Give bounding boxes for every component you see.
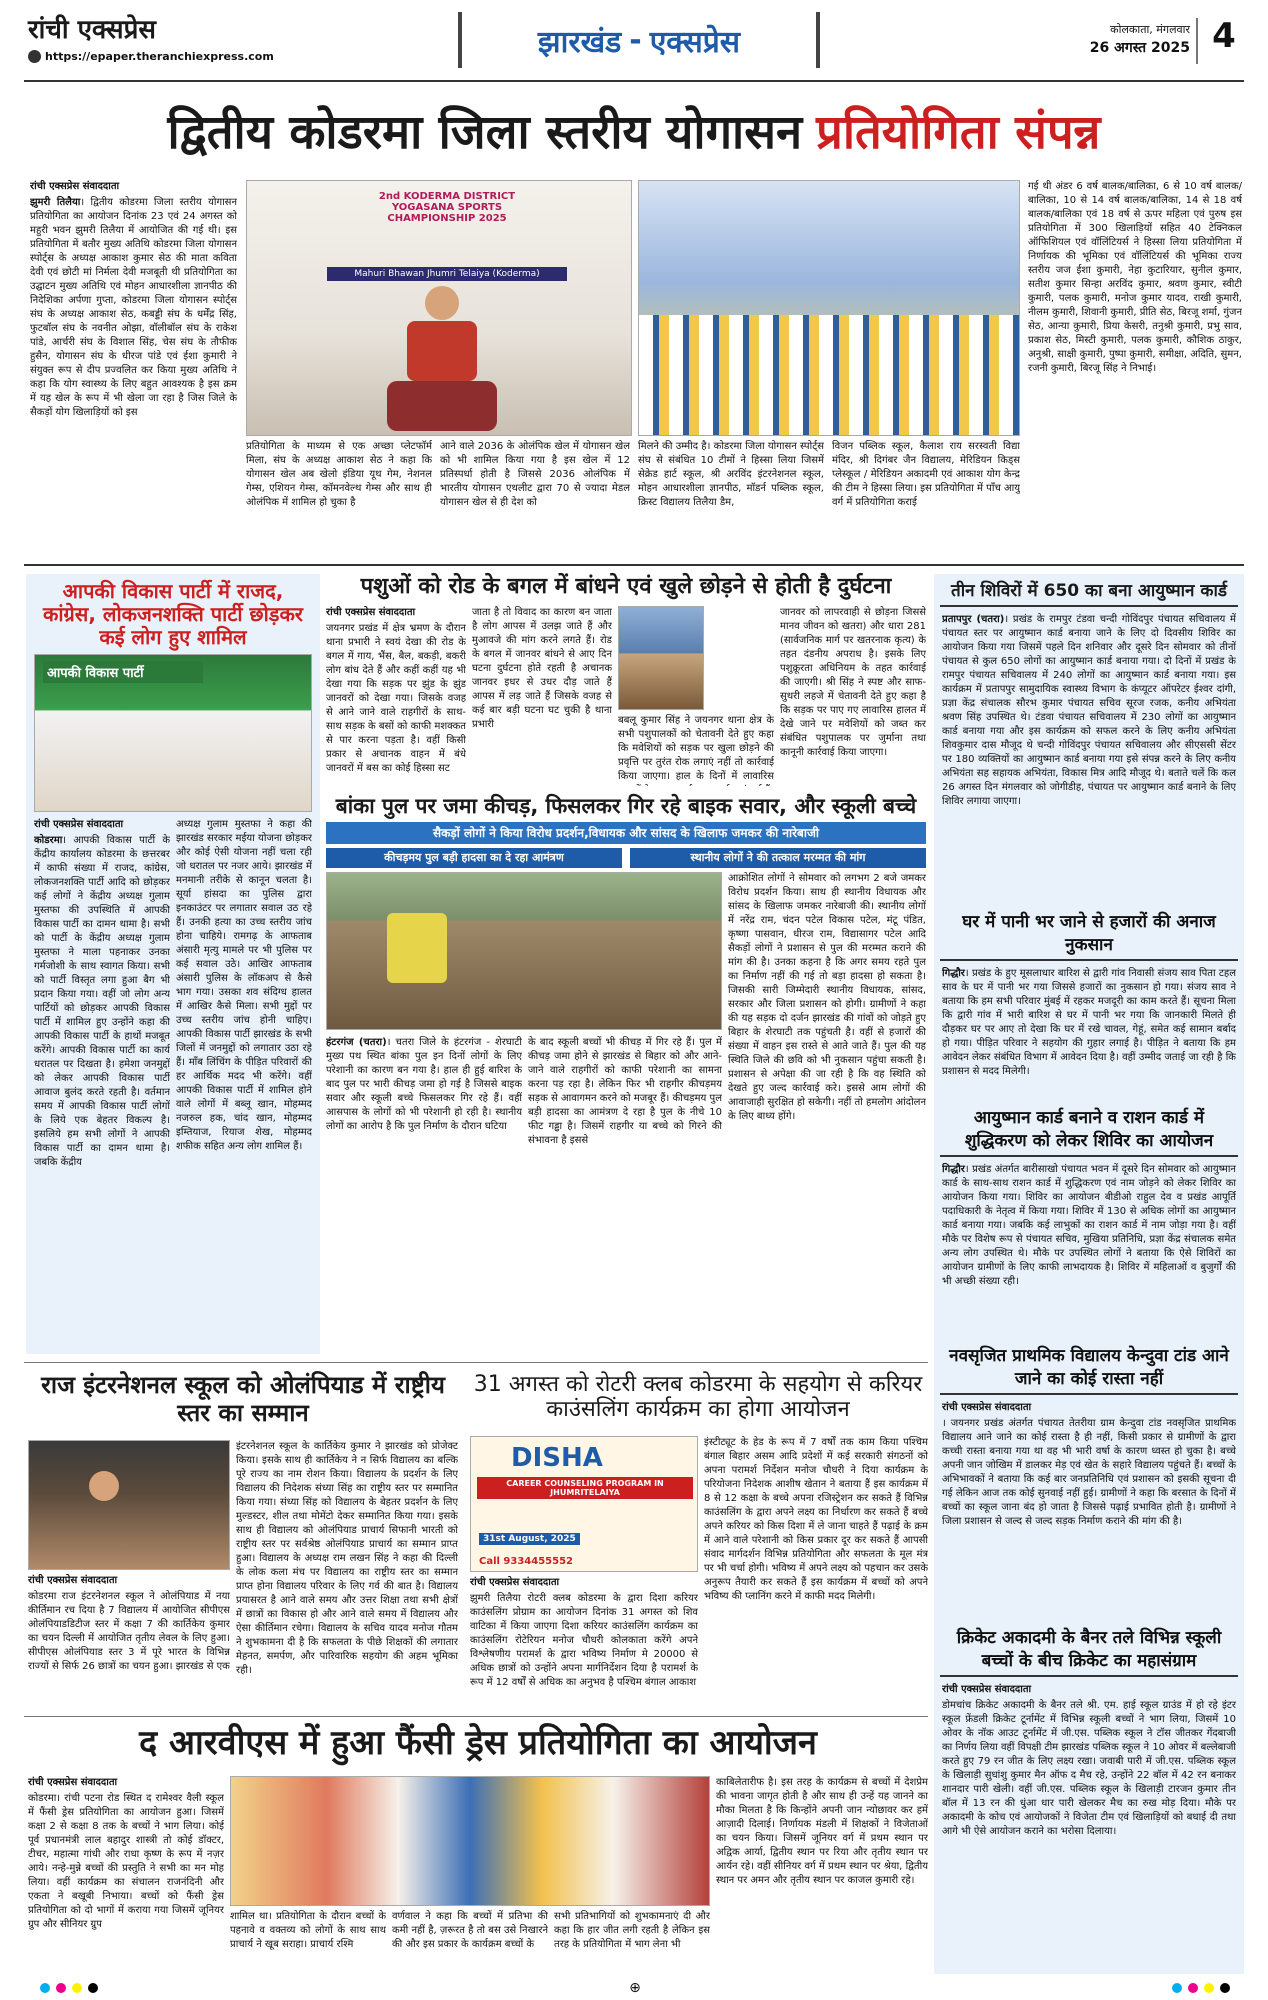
section-title-2: एक्सप्रेस (649, 24, 741, 60)
bridge-col3: आक्रोशित लोगों ने सोमवार को लगभग 2 बजे जमकर विरोध प्रदर्शन किया। साथ ही स्थानीय विधायक और सांसद के खिलाफ जमकर नारेबाजी की। स्थानीय लोगों में नरेंद्र राम, चंदन पटेल विकास पटेल, मंटू पंडित, कृष्णा पासवान, धीरज राम, विद्यासागर पटेल आदि सैकड़ों लोगों ने प्रशासन से पुल की मरम्मत कराने की मांग की है। उनका कहना है कि अगर समय रहते पुल का निर्माण नहीं की गई तो बड़ा हादसा हो सकता है। जिसकी सारी जिम्मेदारी स्थानीय विधायक, सांसद, सरकार और जिला प्रशासन को होगी। ग्रामीणों ने कहा की यह सड़क दो दर्जन झारखंड की गांवों को जोड़ते हुए बिहार के शेरघाटी तक पहुंचती है। वहीं से हजारों की संख्या में वाहन इस रास्ते से आते जाते हैं। पुल की यह स्थिति जिले की छवि को भी नुकसान पहुंचा सकती है। प्रशासन से अपेक्षा की जा रही है कि वह स्थिति को देखते हुए जल्द कार्रवाई करे। इससे आम लोगों की आवाजाही सुरक्षित हो सकेगी। नहीं तो हमलोग आंदोलन के लिए बाध्य होंगे। (728, 873, 926, 1122)
ration-card-text: । प्रखंड अंतर्गत बारीसाखो पंचायत भवन में दूसरे दिन सोमवार को आयुष्मान कार्ड के साथ-साथ राशन कार्ड में शुद्धिकरण एवं नाम जोड़ने को लेकर शिविर का आयोजन किया गया। शिविर का आयोजन बीडीओ राहुल देव व प्रखंड आपूर्ति पदाधिकारी के नेतृत्व में किया गया। शिविर में 130 से अधिक लोगों का आयुष्मान कार्ड बनाया गया। जबकि कई लाभुकों का राशन कार्ड में नाम जोड़ा गया है। वहीं मौके पर विशेष रूप से पंचायत सचिव, मुखिया प्रतिनिधि, प्रज्ञा केंद्र संचालक समेत अन्य लोग उपस्थित थे। मौके पर उपस्थित लोगों ने बताया कि ऐसे शिविरों का आयोजन ग्रामीणों के लिए काफी लाभदायक है। शिविर में महिलाओं व बुजुर्गों की भी अच्छी संख्या रही। (942, 1164, 1236, 1287)
ration-card-body (942, 1163, 1236, 1333)
fancy-dress-caption-1: शामिल था। प्रतियोगिता के दौरान बच्चों के पहनावे व वक्तव्य को लोगों के साथ साथ प्राचार्य ने खूब सराहा। प्राचार्य रश्मि (230, 1911, 386, 1950)
cricket-byline: रांची एक्सप्रेस संवाददाता (942, 1684, 1032, 1695)
cricket-headline: क्रिकेट अकादमी के बैनर तले विभिन्न स्कूली बच्चों के बीच क्रिकेट का महासंग्राम (940, 1621, 1238, 1677)
lead-body-right: गई थी अंडर 6 वर्ष बालक/बालिका, 6 से 10 वर्ष बालक/बालिका, 10 से 14 वर्ष बालक/बालिका, 14 से 18 वर्ष बालक/बालिका एवं 18 वर्ष से ऊपर महिला एवं पुरुष इस प्रतियोगिता में 300 खिलाड़ियों सहित 40 टेक्निकल ऑफिशियल एवं वॉलिंटियर्स ने हिस्सा लिया प्रतियोगिता में निर्णायक की भूमिका एवं वॉलिंटियर्स की भूमिका राज्य स्तरीय जज ईशा कुमारी, नेहा कुटारियार, सुनील कुमार, सतीश कुमार सिन्हा अरविंद कुमार, श्रवण कुमार, स्वीटी कुमारी, पलक कुमारी, मनोज कुमार यादव, राखी कुमारी, नीलम कुमारी, शिवानी कुमारी, प्रीति सेठ, बिरजू शर्मा, गुंजन सेठ, आन्या कुमारी, प्रिया केसरी, तनुश्री कुमारी, प्रभु साव, प्रकाश सेठ, मिस्टी कुमारी, पलक कुमारी, कौशिक ठाकुर, अनुश्री, साक्षी कुमारी, पुष्पा कुमारी, समीक्षा, अदिति, सुमन, रजनी कुमारी, बिरजू सिंह ने निभाई। (1028, 181, 1242, 374)
bridge-tag-1: कीचड़मय पुल बड़ी हादसा का दे रहा आमंत्रण (326, 848, 622, 868)
rjd-dateline: कोडरमा (34, 835, 63, 846)
animals-col1 (326, 606, 466, 786)
school-road-byline: रांची एक्सप्रेस संवाददाता (942, 1402, 1032, 1413)
city-day: कोलकाता, मंगलवार (1110, 23, 1190, 36)
print-color-bar (40, 1982, 1230, 1994)
paper-name: रांची एक्सप्रेस (28, 15, 157, 45)
rjd-col1-text: । आपकी विकास पार्टी के केंद्रीय कार्यालय कोडरमा के छत्तरबर में काफी संख्या में राजद, कांग्रेस, लोकजनशक्ति पार्टी आदि को छोड़कर कई लोगों ने केंद्रीय अध्यक्ष गुलाम मुस्तफा की उपस्थिति में आपकी विकास पार्टी का दामन थामा है। सभी को पार्टी के केंद्रीय अध्यक्ष गुलाम मुस्तफा ने माला पहनाकर उनका गर्मजोशी के साथ स्वागत किया। सभी को पार्टी विस्तृत लगा हुआ बैग भी प्रदान किया गया। वहीं जो लोग अन्य पार्टियों को छोड़कर आपकी विकास पार्टी में शामिल हुए उन्होंने कहा की आपकी विकास पार्टी के हाथों मजबूत करेंगे। आपकी विकास पार्टी का कार्य धरातल पर दिखता है। हमेशा जनमुद्दों को लेकर आपकी विकास पार्टी आवाज बुलंद करते रहती है। वर्तमान समय में आपकी विकास पार्टी लोगों के लिये एक बेहतर विकल्प है। इसलिये हम सभी लोगों ने आपकी विकास पार्टी का दामन थामा है। जबकि केंद्रीय (34, 835, 170, 1168)
rotary-headline: 31 अगस्त को रोटरी क्लब कोडरमा के सहयोग से करियर काउंसलिंग कार्यक्रम का होगा आयोजन (473, 1372, 923, 1423)
disha-poster (470, 1436, 698, 1572)
animals-col4: जानवर को लापरवाही से छोड़ना जिससे मानव जीवन को खतरा) और धारा 281 (सार्वजनिक मार्ग पर खतरनाक कृत्य) के तहत दंडनीय अपराध है। इसके लिए पशुक्रूरता अधिनियम के तहत कार्रवाई की जाएगी। श्री सिंह ने स्पष्ट और साफ-सुथरी लहजे में चेतावनी देते हुए कहा है कि सड़क पर पाए गए लावारिस हालत में देखे जाने पर मवेशियों को जब्त कर संबंधित पशुपालक पर जुर्माना तथा कानूनी कार्रवाई किया जाएगा। (780, 607, 926, 758)
rjd-photo (34, 654, 312, 812)
group-participants (639, 315, 1019, 435)
ayushman-camp-byline: प्रतापपुर (चतरा) (942, 614, 1005, 625)
bridge-tag-2: स्थानीय लोगों ने की तत्काल मरम्मत की मांग (630, 848, 926, 868)
rotary-col1-text: झुमरी तिलैया रोटरी क्लब कोडरमा के द्वारा दिशा करियर काउंसलिंग प्रोग्राम का आयोजन दिनांक 31 अगस्त को शिव वाटिका में किया जाएगा दिशा करियर काउंसलिंग कार्यक्रम का काउंसलिंग रोटेरियन मनोज चौधरी कोलकाता करेंगे अपने विश्लेषणीय परामर्श के द्वारा भविष्य निर्माण मे 20000 से अधिक छात्रों को उन्होंने अपना मार्गनिर्देशन दिया है परामर्श के रूप में 12 वर्षों से अधिक का अनुभव है पश्चिम बंगाल आकाश (470, 1593, 698, 1688)
globe-icon (28, 50, 41, 63)
lead-dateline: झुमरी तिलैया (30, 197, 81, 208)
olympiad-col1 (28, 1574, 230, 1710)
lead-body-left-text: । द्वितीय कोडरमा जिला स्तरीय योगासन प्रतियोगिता का आयोजन दिनांक 23 एवं 24 अगस्त को महुरी भवन झुमरी तिलैया में आयोजित की गई थी। इस प्रतियोगिता में बतौर मुख्य अतिथि कोडरमा जिला योगासन स्पोर्ट्स के अध्यक्ष आकाश कुमार सेठ की माता कविता देवी एवं छोटी मां निर्मला देवी मजबूती थी प्रतियोगिता का उद्घाटन मुख्य अतिथि एवं मोहन आधारशीला ज्ञानपीठ की निदेशिका अर्पणा गुप्ता, कोडरमा जिला योगासन स्पोर्ट्स संघ के अध्यक्ष आकाश सेठ, कबड्डी संघ के धर्मेंद्र सिंह, फुटबॉल संघ के नवनीत ओझा, वॉलीबॉल संघ के राकेश पांडे, आर्चरी संघ के विशाल सिंह, चेस संघ के तौफीक हुसैन, योगासन संघ के धीरज पांडे एवं ईशा कुमारी ने संयुक्त रूप से दीप प्रज्वलित कर किया मुख्य अतिथि ने कहा कि योग स्वास्थ्य के लिए बहुत आवश्यक है इस क्रम में यह खेल के रूप में भी खेला जा रहा है जिस जिले के सैकड़ों योग खिलाड़ियों को इस (30, 197, 237, 418)
animals-col2: जाता है तो विवाद का कारण बन जाता है लोग आपस में उलझ जाते हैं और मुआवजे की मांग करने लगते हैं। रोड के बगल में जानवर बांधने से आए दिन घटना दुर्घटना होते रहती है अचानक जानवर इधर से उधर दौड़ जाते हैं आपस में लड़ जाते हैं जिसके वजह से कई बार बड़ी घटना घट चुकी है थाना प्रभारी (472, 607, 612, 730)
lead-caption-col4: विजन पब्लिक स्कूल, कैलाश राय सरस्वती विद्या मंदिर, श्री दिगंबर जैन विद्यालय, मेरिडियन किड्स प्लेस्कूल / मेरिडियन अकादमी एवं आकाश योग केन्द्र की टीम ने हिस्सा लिया। इस प्रतियोगिता में पाँच आयु वर्ग में प्रतियोगिता कराई (832, 441, 1020, 508)
ration-card-byline: गिद्धौर (942, 1164, 965, 1175)
lead-headline-part1: द्वितीय कोडरमा जिला स्तरीय योगासन (167, 105, 803, 160)
school-road-text: । जयनगर प्रखंड अंतर्गत पंचायत तेतरीया ग्राम केन्दुवा टांड नवसृजित प्राथमिक विद्यालय आने जाने का कोई रास्ता है ही नहीं, किसी प्रकार से ग्रामीणों के द्वारा कच्ची रास्ता बनाया गया था वह भी भारी वर्षा के कारण ध्वस्त हो चुका है। बच्चे अपनी जान जोखिम में डालकर मेड़ एवं खेत के सहारे विद्यालय पहुंचते हैं। बच्चों के अभिभावकों ने बताया कि कई बार जनप्रतिनिधि एवं प्रशासन को इसकी सूचना दी गई लेकिन आज तक कोई सुनवाई नहीं हुई। ग्रामीणों ने कहा कि बरसात के दिनों में बच्चों का स्कूल जाना बंद हो जाता है जिससे पढ़ाई प्रभावित होती है। ग्रामीणों ने जिला प्रशासन से जल्द से जल्द सड़क निर्माण कराने की मांग की है। (942, 1418, 1236, 1527)
fancy-dress-caption-2: वर्णवाल ने कहा कि बच्चों में प्रतिभा की कमी नहीं है, ज़रूरत है तो बस उसे निखारने की और इस प्रकार के कार्यक्रम बच्चों के (392, 1911, 548, 1950)
house-fall-text: । प्रखंड के हुए मूसलाधार बारिश से द्वारी गांव निवासी संजय साव पिता टहल साव के घर में पानी भर गया जिससे हजारों का नुकसान हो गया। संजय साव ने बताया कि हम सभी परिवार मुंबई में रहकर मजदूरी का काम करते हैं। सूचना मिला कि द्वारी गांव में भारी बारिश से घर में पानी भर गया कि जानकारी मिलते ही दौड़कर घर पर आए तो देखा कि घर में रखे चावल, गेहूं, समेत कई सामान बर्बाद हो गया। पीड़ित परिवार ने सहयोग की गुहार लगाई है। पीड़ित ने बताया कि हम आवेदन लेकर संबंधित विभाग में आवेदन दिया है। वहीं उम्मीद जताई जा रही है कि प्रशासन से मदद मिलेगी। (942, 968, 1236, 1077)
animals-byline: रांची एक्सप्रेस संवाददाता (326, 607, 416, 618)
rjd-col1 (34, 818, 170, 1346)
bridge-dateline: हंटरगंज (चतरा) (326, 1037, 387, 1048)
olympiad-photo (28, 1440, 230, 1570)
poster-subtitle: CAREER COUNSELING PROGRAM IN JHUMRITELAIYA (477, 1477, 693, 1499)
rjd-photo-banner: आपकी विकास पार्टी (43, 661, 203, 683)
lead-headline (24, 90, 1244, 170)
house-fall-byline: गिद्धौर (942, 968, 965, 979)
rjd-byline: रांची एक्सप्रेस संवाददाता (34, 819, 124, 830)
fancy-dress-col2: काबिलेतारीफ है। इस तरह के कार्यक्रम से बच्चों में देशप्रेम की भावना जागृत होती है और साथ ही उन्हें यह जानने का मौका मिलता है कि किन्होंने अपनी जान न्योछावर कर हमें आज़ादी दिलाई। निर्णायक मंडली में शिक्षकों ने विजेताओं का चयन किया। जिसमें जूनियर वर्ग में प्रथम स्थान पर अद्विक आर्या, द्वितीय स्थान पर रिया और तृतीय स्थान पर आर्यन रहे। वहीं सीनियर वर्ग में प्रथम स्थान पर श्रेया, द्वितीय स्थान पर अमन और तृतीय स्थान पर काजल कुमारी रहे। (716, 1777, 928, 1886)
house-fall-body (942, 967, 1236, 1095)
epaper-url[interactable]: https://epaper.theranchiexpress.com (45, 50, 274, 63)
section-title-1: झारखंड (537, 24, 622, 60)
issue-date: 26 अगस्त 2025 (1089, 40, 1190, 56)
fancy-dress-byline: रांची एक्सप्रेस संवाददाता (28, 1777, 118, 1788)
photo-venue-text: Mahuri Bhawan Jhumri Telaiya (Koderma) (327, 267, 567, 281)
cricket-text: डोमचांच क्रिकेट अकादमी के बैनर तले श्री. एम. हाई स्कूल ग्राउंड में हो रहे इंटर स्कूल फ्रेंडली क्रिकेट टूर्नामेंट में विभिन्न स्कूली बच्चों ने भाग लिया, जिसमें 10 ओवर के नॉक आउट टूर्नामेंट में जी.एस. पब्लिक स्कूल ने टॉस जीतकर गेंदबाजी का निर्णय लिया वहीं विपक्षी टीम झारखंड पब्लिक स्कूल ने 10 ओवर में बल्लेबाजी करते हुए 79 रन जीत के लिए लक्ष्य रखा। जवाबी पारी में जी.एस. पब्लिक स्कूल के खिलाड़ी सुधांशु कुमार मैन ऑफ द मैच रहे, उन्होंने 22 बॉल में 42 रन बनाकर शानदार पारी खेली। वहीं जी.एस. पब्लिक स्कूल के खिलाड़ी टारजन कुमार तीन बॉल में 13 रन की धुंआ धार पारी खेलकर मैच का रुख मोड़ दिया। मौके पर अकादमी के कोच एवं आयोजकों ने विजेता टीम एवं खिलाड़ियों को बधाई दी तथा आगे भी ऐसे आयोजन कराने का भरोसा दिलाया। (942, 1700, 1236, 1837)
rjd-headline: आपकी विकास पार्टी में राजद, कांग्रेस, लोकजनशक्ति पार्टी छोड़कर कई लोग हुए शामिल (42, 579, 303, 649)
ayushman-camp-headline: तीन शिविरों में 650 का बना आयुष्मान कार्ड (940, 574, 1238, 607)
fancy-dress-caption-3: सभी प्रतिभागियों को शुभकामनाएं दी और कहा कि हार जीत लगी रहती है लेकिन इस तरह के प्रतियोगिता में भाग लेना भी (554, 1911, 710, 1950)
lead-photo-group (638, 180, 1020, 436)
section-separator: - (629, 22, 642, 58)
animals-col1-text: जयनगर प्रखंड में क्षेत्र भ्रमण के दौरान थाना प्रभारी ने स्वयं देखा की रोड के बगल में गाय, भैंस, बैल, बकड़ी, बकरी लोग बांध देते हैं और कहीं कहीं यह भी देखा गया कि सड़क पर झुंड के झुंड जानवरों को देखा गया। जिसके वजह से आने जाने वाले राहगीरों के साथ-साथ सड़क के बसों को काफी मशक्कत से पार करना पड़ता है। वहीं किसी प्रकार से अचानक वाहन में बंधे जानवरों में बस का कोई हिस्सा सट (326, 623, 466, 774)
rotary-col2: इंस्टीट्यूट के हेड के रूप में 7 वर्षों तक काम किया पश्चिम बंगाल बिहार असम आदि प्रदेशों में कई सरकारी संगठनों को अपना परामर्श निर्देशन मनोज चौधरी ने दिया कार्यक्रम के परियोजना निदेशक आशीष खेतान ने बताया हैं इस कार्यक्रम में 8 से 12 कक्षा के बच्चे अपना रजिस्ट्रेशन कर सकते हैं विभिन्न काउंसलिंग के द्वारा अपने लक्ष्य का निर्धारण कर सकते हैं बच्चे अपने करियर को किस दिशा में ले जाना चाहते हैं पढ़ाई के क्रम में आने वाले परेशानी को किस प्रकार दूर कर सकते हैं आपसी संवाद मार्गदर्शन विभिन्न प्रतियोगिता और सफलता के मूल मंत्र पर भी चर्चा होगी। भविष्य में अपने लक्ष्य को पहचान कर उसके अनुरूप तैयारी कर सकते हैं इस कार्यक्रम में बच्चों को अपने भविष्य की प्लानिंग करने में काफी मदद मिलेगी। (704, 1437, 928, 1602)
poster-phone: Call 9334455552 (479, 1556, 574, 1567)
rotary-byline: रांची एक्सप्रेस संवाददाता (470, 1577, 560, 1588)
photo-banner-text: 2nd KODERMA DISTRICT YOGASANA SPORTS CHAMPIONSHIP 2025 (378, 191, 516, 224)
bridge-col2: के बाद स्कूली बच्चों भी कीचड़ में गिर रहे हैं। पुल में कीचड़ जमा होने से झारखंड से बिहार को और आने-जाने वाले राहगीरों को काफी परेशानी का सामना करना पड़ रहा है। लेकिन फिर भी राहगीर कीचड़मय सड़क से आवागमन करने को मजबूर हैं। कीचड़मय पुल बड़ी हादसा का आमंत्रण दे रहा है पुल के नीचे 10 फीट गड्ढा है। जिसमें राहगीर या बच्चे को गिरने की संभावना है इससे (528, 1037, 722, 1146)
fancy-dress-col1-text: कोडरमा। रांची पटना रोड स्थित द रामेश्वर वैली स्कूल में फैंसी ड्रेस प्रतियोगिता का आयोजन हुआ। जिसमें कक्षा 2 से कक्षा 8 तक के बच्चों ने भाग लिया। कोई पूर्व प्रधानमंत्री लाल बहादुर शास्त्री तो कोई डॉक्टर, टीचर, महात्मा गांधी और राधा कृष्ण के रूप में नज़र आये। नन्हे-मुन्ने बच्चों की प्रस्तुति ने सभी का मन मोह लिया। वहीं कार्यक्रम का संचालन राजनंदिनी और एकता ने बखूबी निभाया। बच्चों को फैंसी ड्रेस प्रतियोगिता को दो भागों में कराया गया जिसमें जूनियर ग्रुप और सीनियर ग्रुप (28, 1793, 224, 1930)
section-banner (458, 12, 820, 68)
police-officer-photo (618, 606, 704, 710)
ayushman-camp-text: । प्रखंड के रामपुर टंडवा चन्दी गोविंदपुर पंचायत सचिवालय में पंचायत स्तर पर आयुष्मान कार्ड बनाया जाने के लिए दो दिवसीय शिविर का आयोजन किया गया जिसमें पहले दिन शनिवार और दूसरे दिन सोमवार को तीनों पंचायत से कुल 650 लोगों का आयुष्मान कार्ड बनाया गया। दो दिनों में प्रखंड के रामपुर पंचायत सचिवालय में 240 लोगों का आयुष्मान कार्ड बनाया गया। इस कार्यक्रम में प्रतापपुर सामुदायिक स्वास्थ्य विभाग के कंप्यूटर ऑपरेटर ईश्वर दांगी, प्रज्ञा केंद्र संचालक सौरभ कुमार पंचायत सचिव सूरज रजक, कनीय अभियंता श्रवण सिंह उपस्थित थे। टंडवा पंचायत सचिवालय में 230 लोगों का आयुष्मान कार्ड बनाया गया और इस कार्यक्रम को सफल करने के लिए कनीय अभियंता शिवकुमार दास मौजूद थे चन्दी गोविंदपुर पंचायत सचिवालय और सीएससी सेंटर पर 180 व्यक्तियों का आयुष्मान कार्ड बनाया गया इसे संपन्न करने के लिए कनीय अभियंता सह सहायक अभियंता, विकास मित्र आदि मौजूद थे। बताते चलें कि कल 26 अगस्त दिन मंगलवार को जोगीडीह, पंचायत पर आयुष्मान कार्ड बनाने के लिए शिविर लगाया जाएगा। (942, 614, 1236, 807)
ayushman-camp-body (942, 613, 1236, 899)
lead-body-left (30, 180, 237, 480)
poster-title: DISHA (511, 1443, 603, 1473)
yoga-performer-top (425, 286, 459, 320)
rjd-col2: अध्यक्ष गुलाम मुस्तफा ने कहा की झारखंड सरकार मईया योजना छोड़कर और कोई ऐसी योजना नहीं चला रही जो धरातल पर नजर आये। झारखंड में मनमानी तरीके से कानून चलता है। सूर्या हांसदा का पुलिस द्वारा इनकाउंटर पर लगातार सवाल उठ रहे हैं। उनकी हत्या का उच्च स्तरीय जांच होना चाहिये। रामगढ़ के आफताब अंसारी मृत्यु मामले पर भी पुलिस पर कई सवाल उठे। आखिर आफताब अंसारी पुलिस के लॉकअप से कैसे भाग गया। उसका शव संदिग्ध हालत में आखिर कैसे मिला। सभी मुद्दों पर उच्च स्तरीय जांच होनी चाहिए। आपकी विकास पार्टी झारखंड के सभी जिलों में जनमुद्दों को लगातार उठा रहे हैं। माँब लिंचिंग के पीड़ित परिवारों की हर आर्थिक मदद भी करेंगे। वहीं आपकी विकास पार्टी में शामिल होने वाले लोगों में बब्लू खान, मोहम्मद नजरुल हक, चांद खान, मोहम्मद इम्तियाज, रियाज शेख, मोहम्मद शफीक सहित अन्य लोग शामिल हैं। (176, 819, 312, 1152)
olympiad-headline: राज इंटरनेशनल स्कूल को ओलंपियाड में राष्ट्रीय स्तर का सम्मान (41, 1371, 445, 1427)
color-dots-right (1172, 1983, 1230, 1993)
award-recipient (89, 1471, 119, 1501)
animals-headline: पशुओं को रोड के बगल में बांधने एवं खुले छोड़ने से होती है दुर्घटना (360, 574, 892, 599)
dateline-block (1040, 22, 1190, 58)
yoga-performer-middle (407, 321, 477, 381)
rotary-col1 (470, 1576, 698, 1710)
registration-mark-icon: ⊕ (629, 1980, 641, 1996)
e-rickshaw (387, 913, 447, 983)
bridge-col1 (326, 1036, 522, 1154)
lead-byline: रांची एक्सप्रेस संवाददाता (30, 181, 120, 192)
cricket-body (942, 1683, 1236, 1903)
bridge-headline: बांका पुल पर जमा कीचड़, फिसलकर गिर रहे बाइक सवार, और स्कूली बच्चे (335, 794, 917, 818)
olympiad-col1-text: कोडरमा राज इंटरनेशनल स्कूल ने ओलंपियाड में नया कीर्तिमान रच दिया है 7 विद्यालय में आयोजित सीपीएस ओलंपियाडडिटीज स्तर में कक्षा 7 की कार्तिकेय कुमार का चयन दिल्ली में आयोजित तृतीय लेवल के लिए हुआ। सीपीएस ओलंपियाड स्तर 3 में पूरे भारत के विभिन्न राज्यों से सिर्फ 26 छात्रों का चयन हुआ। झारखंड से एक (28, 1591, 230, 1672)
page-number: 4 (1212, 16, 1236, 56)
house-fall-headline: घर में पानी भर जाने से हजारों की अनाज नुकसान (940, 905, 1238, 961)
bridge-photo (326, 872, 722, 1030)
olympiad-col2: इंटरनेशनल स्कूल के कार्तिकेय कुमार ने झारखंड को प्रोजेक्ट किया। इसके साथ ही कार्तिकेय ने न सिर्फ विद्यालय का बल्कि पूरे राज्य का नाम रोशन किया। विद्यालय के प्रदर्शन के लिए विद्यालय की निदेशक संध्या सिंह का राष्ट्रीय स्तर पर सम्मानित किया गया। संध्या सिंह को विद्यालय के बेहतर प्रदर्शन के लिए मुल्डस्टर, शील तथा मोमेंटो देकर सम्मानित किया गया। इसके साथ ही विद्यालय को ओलंपियाड प्राचार्य सिफानी भारती को राष्ट्रीय स्तर पर सर्वश्रेष्ठ ओलंपियाड प्राचार्य का सम्मान प्राप्त हुआ। विद्यालय के अध्यक्ष राम लखन सिंह ने कहा की दिल्ली के लोक कला मंच पर विद्यालय का राष्ट्रीय स्तर का सम्मान प्राप्त होना विद्यालय परिवार के लिए गर्व की बात है। विद्यालय प्रयासरत है आने वाले समय और उत्तर शिक्षा तथा सभी क्षेत्रों में छात्रों का विकास हो और आने वाले समय में विद्यालय और ऐसा कीर्तिमान रचेगा। विद्यालय के सचिव यादव मनोज गौतम ने शुभकामना दी है कि सफलता के पीछे शिक्षकों की लगातार मेहनत, समर्पण, और पारिवारिक सहयोग की अहम भूमिका रही। (236, 1441, 458, 1676)
fancy-dress-col1 (28, 1776, 224, 1968)
school-road-body (942, 1401, 1236, 1615)
fancy-dress-photo (230, 1776, 710, 1906)
lead-caption-col2: आने वाले 2036 के ओलंपिक खेल में योगासन खेल को भी शामिल किया गया है इस खेल में 12 प्रतिस्पर्धा होती है जिससे 2036 ओलंपिक में भारतीय योगासन एथलीट द्वारा 70 से ज्यादा मेडल योगासन खेल से ही देश को (440, 441, 630, 508)
fancy-dress-headline: द आरवीएस में हुआ फैंसी ड्रेस प्रतियोगिता का आयोजन (139, 1723, 817, 1763)
lead-caption-col3: मिलने की उम्मीद है। कोडरमा जिला योगासन स्पोर्ट्स संघ से संबंधित 10 टीमों ने हिस्सा लिया जिसमें सेक्रेड हार्ट स्कूल, श्री अरविंद इंटरनेशनल स्कूल, मोहन आधारशीला ज्ञानपीठ, मॉडर्न पब्लिक स्कूल, क्रिस्ट विद्यालय तिलैया डैम, (638, 441, 824, 508)
bridge-col1-text: । चतरा जिले के हंटरगंज - शेरघाटी मुख्य पथ स्थित बांका पुल इन दिनों लोगों के लिए परेशानी का कारण बन गया है। हाल ही हुई बारिश के बाद पुल पर भारी कीचड़ जमा हो गई है जिससे बाइक सवार और स्कूली बच्चे फिसलकर गिर रहे हैं। वहीं आसपास के लोगों को भी परेशानी हो रही है। स्थानीय लोगों का आरोप है कि पुल निर्माण के दौरान घटिया (326, 1037, 522, 1132)
lead-headline-part2: प्रतियोगिता संपन्न (816, 105, 1101, 160)
color-dots-left (40, 1983, 98, 1993)
lead-caption-col1: प्रतियोगिता के माध्यम से एक अच्छा प्लेटफॉर्म मिला, संघ के अध्यक्ष आकाश सेठ ने कहा कि योगासन खेल अब खेलो इंडिया यूथ गेम, नेशनल गेम्स, एशियन गेम्स, कॉमनवेल्थ गेम्स और साथ ही ओलंपिक में शामिल हो चुका है (246, 441, 432, 508)
bridge-subheadline: सैकड़ों लोगों ने किया विरोध प्रदर्शन,विधायक और सांसद के खिलाफ जमकर की नारेबाजी (326, 822, 926, 844)
ration-card-headline: आयुष्मान कार्ड बनाने व राशन कार्ड में शुद्धिकरण को लेकर शिविर का आयोजन (940, 1101, 1238, 1157)
olympiad-byline: रांची एक्सप्रेस संवाददाता (28, 1575, 118, 1586)
right-sidebar (934, 574, 1244, 1974)
school-road-headline: नवसृजित प्राथमिक विद्यालय केन्दुवा टांड आने जाने का कोई रास्ता नहीं (940, 1339, 1238, 1395)
masthead-logo-block (28, 14, 338, 72)
yoga-performer-base (387, 381, 497, 431)
lead-photo-yoga (246, 180, 632, 436)
animals-col3: बबलू कुमार सिंह ने जयनगर थाना क्षेत्र के सभी पशुपालकों को चेतावनी देते हुए कहा कि मवेशियों को सड़क पर खुला छोड़ने की प्रवृत्ति पर तुरंत रोक लगाएं नहीं तो कार्रवाई किया जाएगा। हाल के दिनों में लावारिस (618, 715, 774, 782)
poster-date: 31st August, 2025 (479, 1533, 580, 1545)
